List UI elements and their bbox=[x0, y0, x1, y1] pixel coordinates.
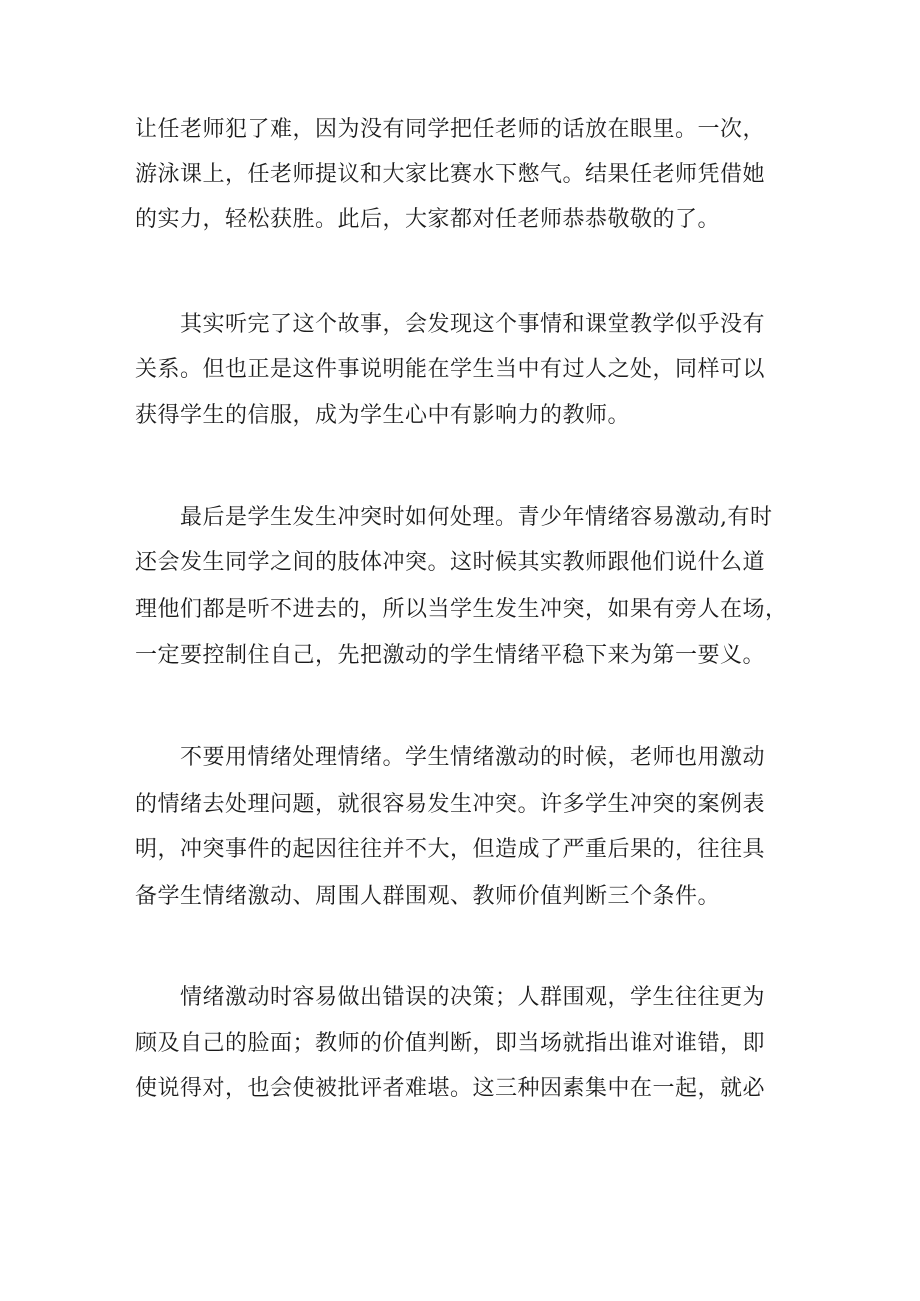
text-line: 的情绪去处理问题，就很容易发生冲突。许多学生冲突的案例表 bbox=[135, 792, 766, 817]
text-line: 还会发生同学之间的肢体冲突。这时候其实教师跟他们说什么道 bbox=[135, 550, 766, 575]
text-line: 情绪激动时容易做出错误的决策；人群围观，学生往往更为 bbox=[135, 985, 766, 1010]
text-line: 理他们都是听不进去的，所以当学生发生冲突，如果有旁人在场， bbox=[135, 597, 788, 622]
text-line: 一定要控制住自己，先把激动的学生情绪平稳下来为第一要义。 bbox=[135, 643, 766, 668]
text-line: 关系。但也正是这件事说明能在学生当中有过人之处，同样可以 bbox=[135, 357, 766, 382]
text-line: 其实听完了这个故事，会发现这个事情和课堂教学似乎没有 bbox=[135, 312, 766, 337]
text-line: 使说得对，也会使被批评者难堪。这三种因素集中在一起，就必 bbox=[135, 1076, 766, 1101]
text-line: 备学生情绪激动、周围人群围观、教师价值判断三个条件。 bbox=[135, 884, 721, 909]
text-line: 明，冲突事件的起因往往并不大，但造成了严重后果的，往往具 bbox=[135, 837, 766, 862]
text-line: 最后是学生发生冲突时如何处理。青少年情绪容易激动,有时 bbox=[135, 505, 773, 530]
text-line: 游泳课上，任老师提议和大家比赛水下憋气。结果任老师凭借她 bbox=[135, 162, 766, 187]
text-line: 不要用情绪处理情绪。学生情绪激动的时候，老师也用激动 bbox=[135, 745, 766, 770]
text-line: 的实力，轻松获胜。此后，大家都对任老师恭恭敬敬的了。 bbox=[135, 207, 721, 232]
text-line: 顾及自己的脸面；教师的价值判断，即当场就指出谁对谁错，即 bbox=[135, 1031, 766, 1056]
text-line: 让任老师犯了难，因为没有同学把任老师的话放在眼里。一次， bbox=[135, 117, 766, 142]
text-line: 获得学生的信服，成为学生心中有影响力的教师。 bbox=[135, 403, 631, 428]
